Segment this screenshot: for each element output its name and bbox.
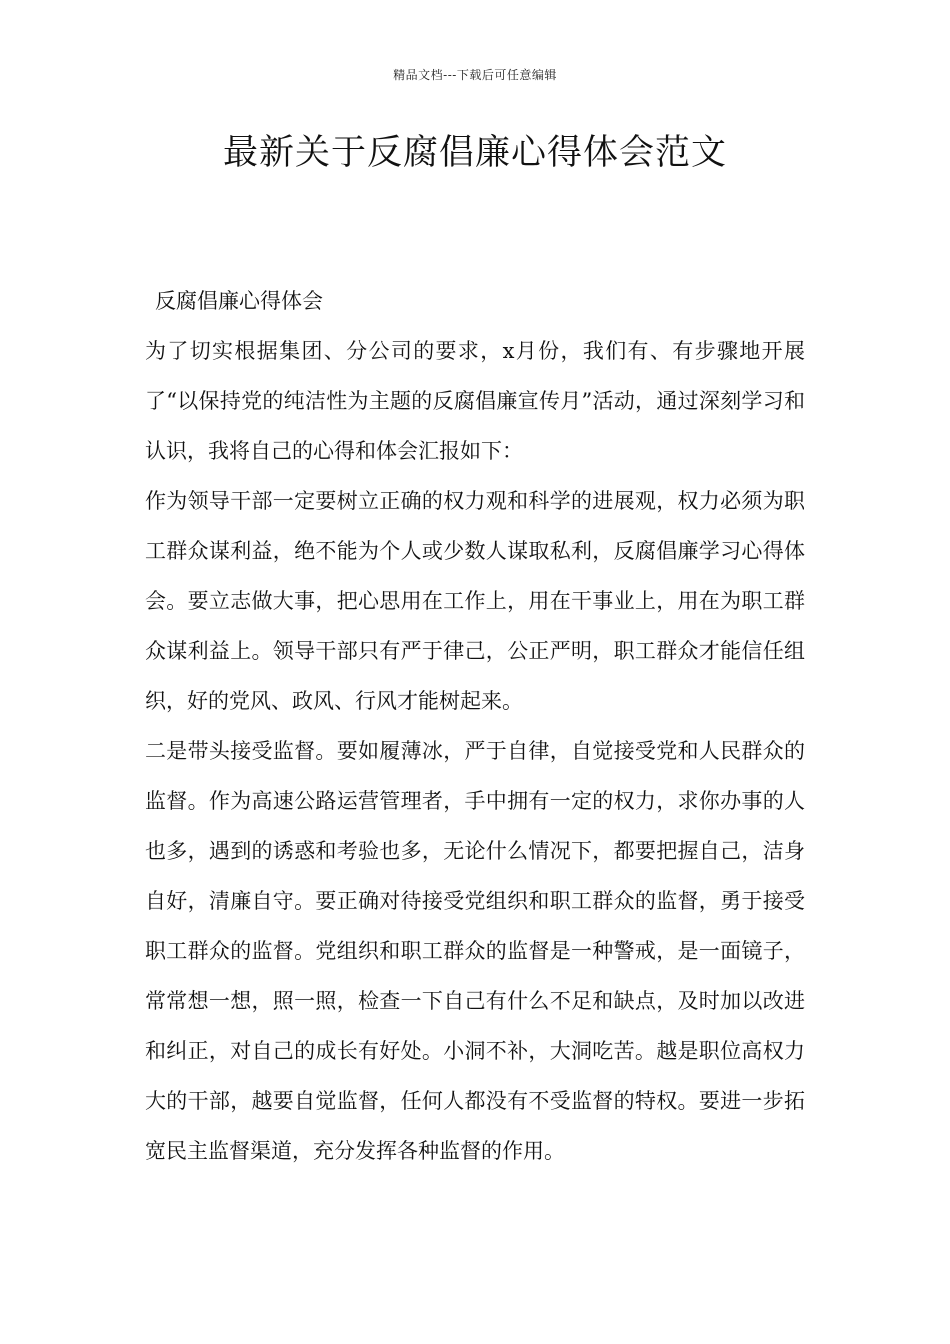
paragraph-intro: 为了切实根据集团、分公司的要求，x月份，我们有、有步骤地开展了“以保持党的纯洁性为主题的反腐倡廉宣传月”活动，通过深刻学习和认识，我将自己的心得和体会汇报如下：: [145, 339, 805, 463]
paragraph-supervision: 二是带头接受监督。要如履薄冰，严于自律，自觉接受党和人民群众的监督。作为高速公路运营管理者，手中拥有一定的权力，求你办事的人也多，遇到的诱惑和考验也多，无论什么情况下，都要把握自己，洁身自好，清廉自守。要正确对待接受党组织和职工群众的监督，勇于接受职工群众的监督。党组织和职工群众的监督是一种警戒，是一面镜子，常常想一想，照一照，检查一下自己有什么不足和缺点，及时加以改进和纠正，对自己的成长有好处。小洞不补，大洞吃苦。越是职位高权力大的干部，越要自觉监督，任何人都没有不受监督的特权。要进一步拓宽民主监督渠道，充分发挥各种监督的作用。: [145, 739, 805, 1163]
header-note: 精品文档---下载后可任意编辑: [393, 68, 557, 82]
paragraph-power-view: 作为领导干部一定要树立正确的权力观和科学的进展观，权力必须为职工群众谋利益，绝不能为个人或少数人谋取私利，反腐倡廉学习心得体会。要立志做大事，把心思用在工作上，用在干事业上，用在为职工群众谋利益上。领导干部只有严于律己，公正严明，职工群众才能信任组织，好的党风、政风、行风才能树起来。: [145, 489, 805, 713]
document-body: [145, 276, 805, 1176]
document-subheading: 反腐倡廉心得体会: [155, 289, 323, 313]
document-title: 最新关于反腐倡廉心得体会范文: [222, 133, 727, 173]
